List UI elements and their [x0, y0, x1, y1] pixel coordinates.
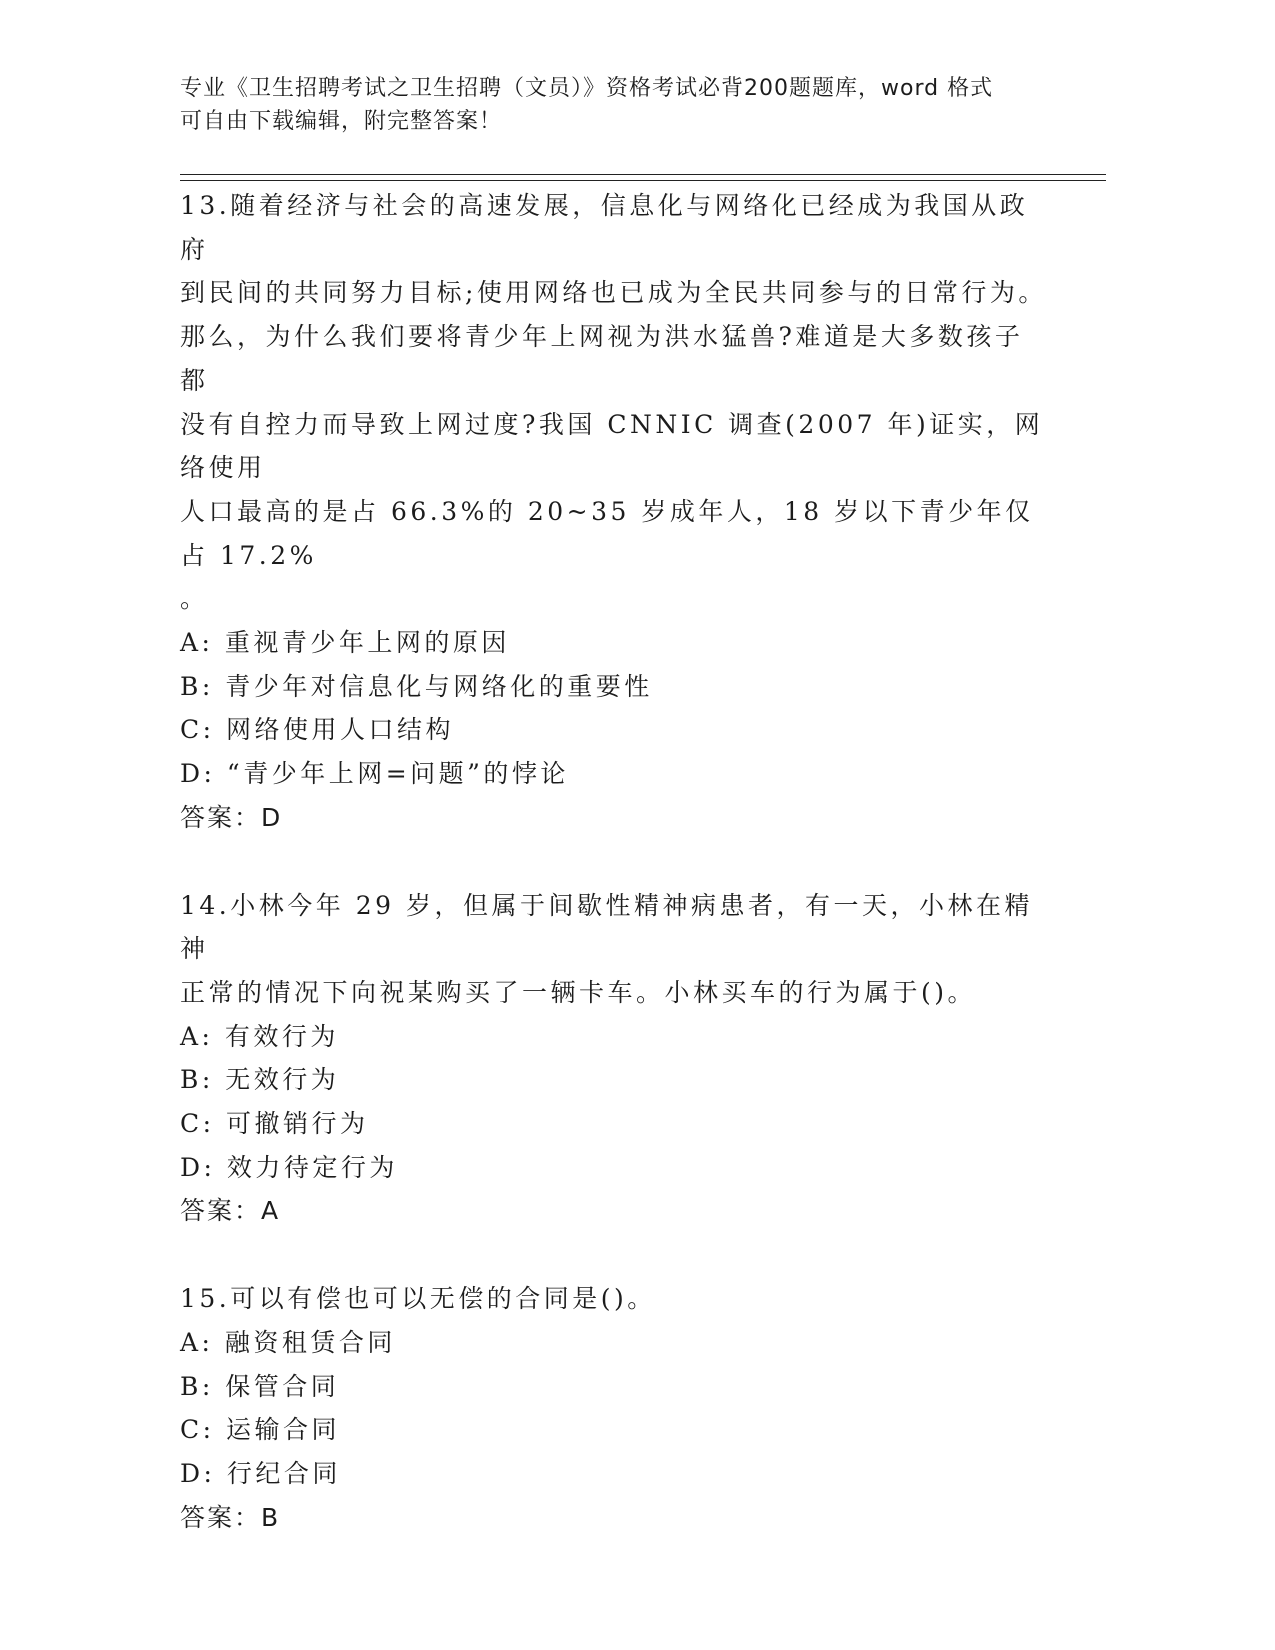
- header-double-rule: [180, 174, 1106, 181]
- option-a: A: 有效行为: [180, 1021, 339, 1051]
- question-text-line: 那么，为什么我们要将青少年上网视为洪水猛兽?难道是大多数孩子都: [180, 322, 1024, 395]
- question-text-line: 。: [180, 584, 209, 614]
- question-text-line: 到民间的共同努力目标;使用网络也已成为全民共同参与的日常行为。: [180, 278, 1047, 308]
- question-13: [180, 184, 1050, 840]
- question-text-line: 人口最高的是占 66.3%的 20~35 岁成年人，18 岁以下青少年仅占 17.2%: [180, 496, 1034, 570]
- question-text-line: 正常的情况下向祝某购买了一辆卡车。小林买车的行为属于()。: [180, 977, 977, 1007]
- option-b: B: 保管合同: [180, 1371, 340, 1401]
- option-b: B: 青少年对信息化与网络化的重要性: [180, 671, 653, 701]
- answer: 答案：B: [180, 1502, 281, 1532]
- option-c: C: 运输合同: [180, 1415, 340, 1445]
- question-14: [180, 884, 1050, 1234]
- question-text-line: 15.可以有偿也可以无偿的合同是()。: [180, 1284, 656, 1314]
- option-b: B: 无效行为: [180, 1065, 340, 1095]
- option-a: A: 重视青少年上网的原因: [180, 628, 510, 658]
- question-text-line: 14.小林今年 29 岁，但属于间歇性精神病患者，有一天，小林在精神: [180, 890, 1033, 964]
- header-title-line-1: 专业《卫生招聘考试之卫生招聘（文员）》资格考试必背200题题库，word 格式: [180, 76, 994, 101]
- option-c: C: 可撤销行为: [180, 1109, 369, 1139]
- option-a: A: 融资租赁合同: [180, 1327, 396, 1357]
- question-list: [180, 184, 1050, 1583]
- answer: 答案：D: [180, 802, 283, 832]
- question-15: [180, 1277, 1050, 1539]
- answer: 答案：A: [180, 1196, 281, 1226]
- question-text-line: 13.随着经济与社会的高速发展，信息化与网络化已经成为我国从政府: [180, 191, 1029, 264]
- header-title-line-2: 可自由下载编辑，附完整答案！: [180, 109, 503, 134]
- option-d: D: 效力待定行为: [180, 1152, 398, 1182]
- option-d: D: “青少年上网=问题”的悖论: [180, 759, 569, 789]
- question-text-line: 没有自控力而导致上网过度?我国 CNNIC 调查(2007 年)证实，网络使用: [180, 409, 1044, 483]
- option-d: D: 行纪合同: [180, 1458, 341, 1488]
- document-header: [180, 72, 1040, 138]
- option-c: C: 网络使用人口结构: [180, 715, 454, 745]
